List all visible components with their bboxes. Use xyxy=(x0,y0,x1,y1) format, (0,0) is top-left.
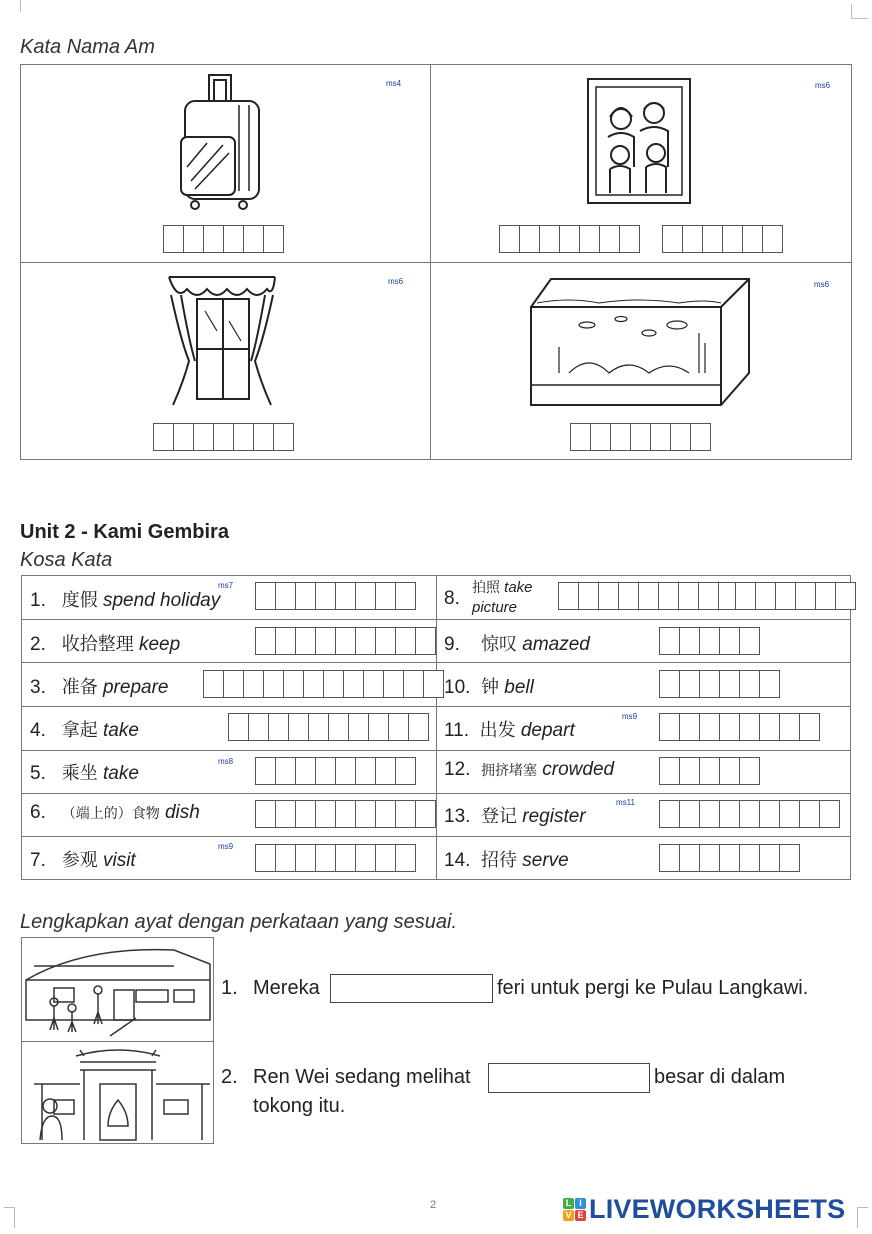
answer-boxes[interactable] xyxy=(659,713,820,741)
answer-boxes[interactable] xyxy=(255,627,436,655)
vocab-item: 14. 招待 serve xyxy=(444,850,569,871)
luggage-icon xyxy=(173,71,269,211)
picture-grid xyxy=(20,64,852,460)
ms-ref: ms6 xyxy=(388,277,404,286)
logo-mark-icon: L I V E xyxy=(563,1198,586,1221)
aquarium-icon xyxy=(529,273,751,407)
vocab-table xyxy=(21,575,851,880)
ms-ref: ms8 xyxy=(218,757,234,766)
question-1-number: 1. xyxy=(221,977,238,999)
ms-ref: ms9 xyxy=(622,712,638,721)
vocab-item: 2. 收拾整理 keep xyxy=(30,634,181,655)
curtain-window-icon xyxy=(167,271,279,409)
ms-ref: ms9 xyxy=(218,842,234,851)
vocab-item: 6. （端上的）食物 dish xyxy=(30,802,200,823)
answer-boxes[interactable] xyxy=(659,844,800,872)
answer-boxes[interactable] xyxy=(255,800,436,828)
question-1-answer-input[interactable] xyxy=(330,974,493,1003)
answer-boxes[interactable] xyxy=(570,423,711,451)
vocab-item: 11. 出发 depart xyxy=(444,720,575,741)
answer-boxes[interactable] xyxy=(255,757,416,785)
vocab-item: 3. 准备 prepare xyxy=(30,677,169,698)
ms-ref: ms4 xyxy=(386,79,402,88)
answer-boxes[interactable] xyxy=(255,582,416,610)
answer-boxes[interactable] xyxy=(659,670,780,698)
vocab-item: 4. 拿起 take xyxy=(30,720,139,741)
brand-name: LIVEWORKSHEETS xyxy=(589,1193,846,1224)
crop-mark xyxy=(6,0,21,12)
vocab-item: 9. 惊叹 amazed xyxy=(444,634,590,655)
vocab-item: 13. 登记 register xyxy=(444,806,586,827)
answer-boxes[interactable] xyxy=(228,713,429,741)
answer-boxes[interactable] xyxy=(163,225,284,253)
question-2-line2: tokong itu. xyxy=(253,1095,346,1117)
unit-title: Unit 2 - Kami Gembira xyxy=(20,521,229,543)
page-number: 2 xyxy=(430,1199,437,1211)
vocab-item: 5. 乘坐 take xyxy=(30,763,139,784)
answer-boxes[interactable] xyxy=(255,844,416,872)
crop-mark xyxy=(857,1207,868,1228)
ferry-icon xyxy=(24,940,212,1040)
question-2-answer-input[interactable] xyxy=(488,1063,650,1093)
ms-ref: ms7 xyxy=(218,581,234,590)
vocab-item: 8. xyxy=(444,588,460,609)
ms-ref: ms11 xyxy=(616,798,635,807)
question-2-before: Ren Wei sedang melihat xyxy=(253,1066,471,1088)
question-2-after: besar di dalam xyxy=(654,1066,786,1088)
vocab-item: 1. 度假 spend holiday xyxy=(30,590,221,611)
crop-mark xyxy=(851,4,868,19)
family-photo-icon xyxy=(586,77,692,205)
question-1-before: Mereka xyxy=(253,977,320,999)
liveworksheets-logo[interactable] xyxy=(563,1193,845,1225)
question-2-number: 2. xyxy=(221,1066,238,1088)
vocab-item: 10. 钟 bell xyxy=(444,677,534,698)
answer-boxes[interactable] xyxy=(659,627,760,655)
temple-icon xyxy=(24,1044,212,1142)
vocab-item: 7. 参观 visit xyxy=(30,850,136,871)
vocab-item-text: 拍照 take picture xyxy=(472,579,533,616)
answer-boxes[interactable] xyxy=(659,800,840,828)
section-subtitle: Kosa Kata xyxy=(20,549,113,571)
exercise-instruction: Lengkapkan ayat dengan perkataan yang sesuai. xyxy=(20,911,458,933)
answer-boxes[interactable] xyxy=(659,757,760,785)
answer-boxes[interactable] xyxy=(735,582,856,610)
answer-boxes[interactable] xyxy=(662,225,783,253)
crop-mark xyxy=(4,1207,15,1228)
answer-boxes[interactable] xyxy=(499,225,640,253)
answer-boxes[interactable] xyxy=(203,670,444,698)
ms-ref: ms6 xyxy=(815,81,831,90)
answer-boxes[interactable] xyxy=(558,582,739,610)
question-1-after: feri untuk pergi ke Pulau Langkawi. xyxy=(497,977,809,999)
answer-boxes[interactable] xyxy=(153,423,294,451)
ms-ref: ms6 xyxy=(814,280,830,289)
scene-pictures xyxy=(21,937,214,1144)
section-title: Kata Nama Am xyxy=(20,36,155,58)
vocab-item: 12. 拥挤堵塞 crowded xyxy=(444,759,615,780)
